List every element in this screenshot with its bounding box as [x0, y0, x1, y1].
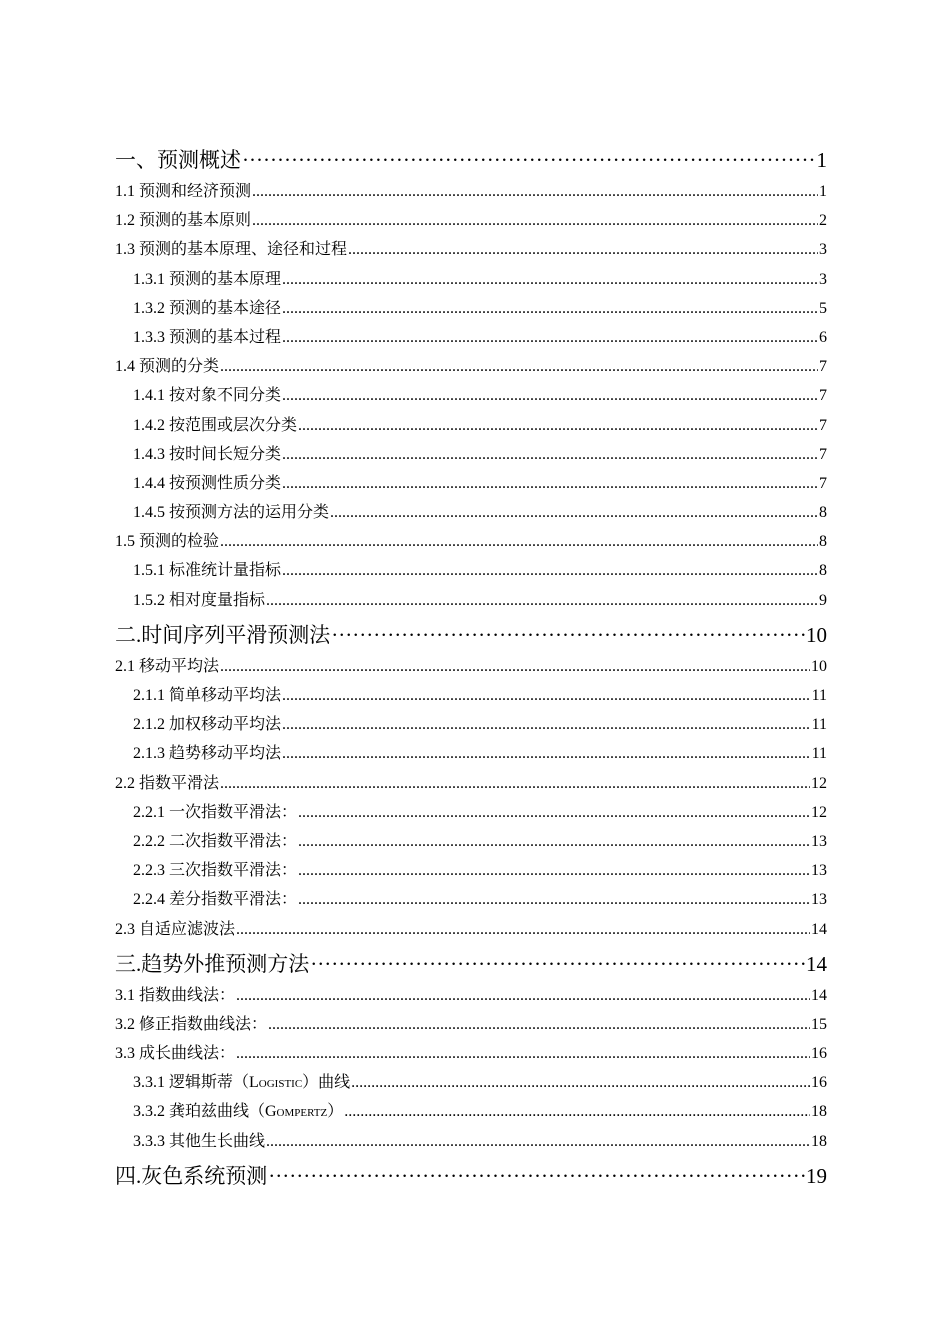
toc-section-entry[interactable]: [115, 206, 827, 235]
toc-page-number: 6: [819, 328, 827, 346]
toc-page-number: 7: [819, 445, 827, 463]
toc-subsection-entry[interactable]: [115, 739, 827, 768]
toc-dot-leader: [282, 681, 811, 710]
toc-section-entry[interactable]: [115, 915, 827, 944]
toc-page-number: 13: [811, 891, 827, 909]
toc-subsection-entry[interactable]: [115, 469, 827, 498]
toc-dot-leader: [282, 556, 818, 585]
toc-page-number: 19: [806, 1163, 827, 1188]
toc-chapter-entry[interactable]: [115, 950, 827, 979]
toc-page-number: 8: [819, 504, 827, 522]
toc-page-number: 9: [819, 591, 827, 609]
toc-section-entry[interactable]: [115, 177, 827, 206]
toc-dot-leader: [298, 827, 810, 856]
toc-entry-label: 四.灰色系统预测: [115, 1163, 268, 1188]
toc-entry-label: 1.2 预测的基本原则: [115, 212, 252, 230]
toc-entry-label: 1.4.4 按预测性质分类: [133, 474, 282, 492]
toc-entry-label: 2.3 自适应滤波法: [115, 920, 236, 938]
toc-entry-label: 3.3.2 龚珀兹曲线（Gompertz）: [133, 1103, 344, 1121]
toc-section-entry[interactable]: [115, 652, 827, 681]
toc-dot-leader: [266, 586, 818, 615]
toc-subsection-entry[interactable]: [115, 381, 827, 410]
toc-page-number: 7: [819, 416, 827, 434]
toc-page-number: 14: [806, 951, 827, 976]
toc-entry-label: 1.3.1 预测的基本原理: [133, 270, 282, 288]
toc-dot-leader: [330, 498, 818, 527]
toc-entry-label: 3.2 修正指数曲线法：: [115, 1015, 268, 1033]
toc-subsection-entry[interactable]: [115, 710, 827, 739]
toc-entry-label: 1.5 预测的检验: [115, 533, 220, 551]
toc-section-entry[interactable]: [115, 1039, 827, 1068]
toc-dot-leader: [220, 652, 810, 681]
toc-subsection-entry[interactable]: [115, 827, 827, 856]
toc-subsection-entry[interactable]: [115, 798, 827, 827]
toc-dot-leader: [298, 798, 810, 827]
toc-dot-leader: [282, 739, 811, 768]
toc-entry-label: 2.2.2 二次指数平滑法：: [133, 832, 298, 850]
toc-dot-leader: [282, 381, 818, 410]
toc-entry-label: 1.1 预测和经济预测: [115, 183, 252, 200]
toc-page-number: 8: [819, 533, 827, 551]
toc-entry-label: 三.趋势外推预测方法: [115, 951, 310, 976]
toc-dot-leader: [282, 265, 818, 294]
toc-dot-leader: [252, 206, 818, 235]
toc-entry-label: 1.4 预测的分类: [115, 358, 220, 376]
toc-subsection-entry[interactable]: [115, 265, 827, 294]
toc-chapter-entry[interactable]: [115, 1162, 827, 1191]
toc-dot-leader: [282, 323, 818, 352]
toc-page-number: 16: [811, 1074, 827, 1092]
toc-page-number: 11: [811, 745, 827, 763]
toc-subsection-entry[interactable]: [115, 681, 827, 710]
toc-entry-label: 1.3 预测的基本原理、途径和过程: [115, 241, 348, 259]
toc-entry-label: 1.4.2 按范围或层次分类: [133, 416, 298, 434]
toc-dot-leader: [282, 469, 818, 498]
toc-dot-leader: [298, 856, 810, 885]
toc-entry-label: 2.1 移动平均法: [115, 657, 220, 675]
toc-entry-label: 2.2 指数平滑法: [115, 774, 220, 792]
toc-page-number: 14: [811, 920, 827, 938]
toc-subsection-entry[interactable]: [115, 323, 827, 352]
toc-entry-label: 2.1.1 简单移动平均法: [133, 687, 282, 704]
toc-dot-leader: [348, 235, 818, 264]
toc-entry-label: 1.4.5 按预测方法的运用分类: [133, 504, 330, 522]
table-of-contents: [115, 146, 827, 1193]
toc-page-number: 14: [811, 986, 827, 1004]
toc-dot-leader: [220, 769, 810, 798]
toc-page-number: 3: [819, 270, 827, 288]
toc-entry-label: 2.2.4 差分指数平滑法：: [133, 891, 298, 909]
toc-section-entry[interactable]: [115, 981, 827, 1010]
toc-dot-leader: [220, 527, 818, 556]
toc-page-number: 2: [819, 212, 827, 230]
toc-page-number: 11: [811, 687, 827, 704]
toc-page-number: 13: [811, 862, 827, 880]
toc-subsection-entry[interactable]: [115, 1097, 827, 1126]
toc-page-number: 18: [811, 1132, 827, 1150]
toc-section-entry[interactable]: [115, 769, 827, 798]
toc-dot-leader: [268, 1010, 810, 1039]
toc-subsection-entry[interactable]: [115, 856, 827, 885]
toc-dot-leader: [236, 915, 810, 944]
toc-subsection-entry[interactable]: [115, 498, 827, 527]
toc-subsection-entry[interactable]: [115, 1068, 827, 1097]
toc-entry-label: 2.2.1 一次指数平滑法：: [133, 803, 298, 821]
toc-dot-leader: [344, 1097, 810, 1126]
toc-entry-label: 1.4.3 按时间长短分类: [133, 445, 282, 463]
toc-page-number: 16: [811, 1045, 827, 1063]
toc-page-number: 11: [811, 716, 827, 734]
toc-subsection-entry[interactable]: [115, 885, 827, 914]
toc-section-entry[interactable]: [115, 527, 827, 556]
toc-section-entry[interactable]: [115, 1010, 827, 1039]
toc-dot-leader: [351, 1068, 810, 1097]
toc-entry-label: 3.3 成长曲线法：: [115, 1045, 236, 1063]
toc-section-entry[interactable]: [115, 235, 827, 264]
toc-page-number: 12: [811, 774, 827, 792]
toc-entry-label: 3.3.3 其他生长曲线: [133, 1132, 266, 1150]
toc-dot-leader: [220, 352, 818, 381]
toc-dot-leader: [282, 294, 818, 323]
toc-dot-leader: [298, 885, 810, 914]
toc-subsection-entry[interactable]: [115, 294, 827, 323]
toc-dot-leader: [266, 1127, 810, 1156]
toc-subsection-entry[interactable]: [115, 556, 827, 585]
toc-entry-label: 二.时间序列平滑预测法: [115, 622, 331, 647]
toc-entry-label: 2.1.3 趋势移动平均法: [133, 745, 282, 763]
toc-entry-label: 3.1 指数曲线法：: [115, 986, 236, 1004]
toc-page-number: 10: [806, 622, 827, 647]
toc-dot-leader: [298, 411, 818, 440]
toc-dot-leader: [236, 1039, 810, 1068]
toc-page-number: 15: [811, 1015, 827, 1033]
toc-page-number: 12: [811, 803, 827, 821]
toc-page-number: 8: [819, 562, 827, 580]
toc-entry-label: 1.3.3 预测的基本过程: [133, 328, 282, 346]
toc-dot-leader: [268, 1162, 805, 1191]
toc-dot-leader: [331, 621, 805, 650]
toc-page-number: 5: [819, 299, 827, 317]
toc-dot-leader: [242, 146, 816, 175]
toc-entry-label: 1.3.2 预测的基本途径: [133, 299, 282, 317]
toc-entry-label: 1.4.1 按对象不同分类: [133, 387, 282, 405]
toc-subsection-entry[interactable]: [115, 1127, 827, 1156]
toc-section-entry[interactable]: [115, 352, 827, 381]
toc-entry-label: 2.2.3 三次指数平滑法：: [133, 862, 298, 880]
toc-dot-leader: [236, 981, 810, 1010]
toc-page-number: 10: [811, 657, 827, 675]
toc-page-number: 1: [816, 148, 827, 172]
toc-page-number: 13: [811, 832, 827, 850]
toc-page-number: 7: [819, 358, 827, 376]
toc-subsection-entry[interactable]: [115, 411, 827, 440]
toc-page-number: 7: [819, 387, 827, 405]
toc-page-number: 7: [819, 474, 827, 492]
toc-entry-label: 一、预测概述: [115, 148, 241, 172]
toc-page-number: 3: [819, 241, 827, 259]
toc-entry-label: 1.5.2 相对度量指标: [133, 591, 266, 609]
toc-dot-leader: [282, 440, 818, 469]
toc-entry-label: 2.1.2 加权移动平均法: [133, 716, 282, 734]
toc-dot-leader: [310, 950, 805, 979]
toc-dot-leader: [252, 177, 818, 206]
toc-page-number: 1: [819, 183, 827, 200]
toc-dot-leader: [282, 710, 811, 739]
toc-chapter-entry[interactable]: [115, 621, 827, 650]
toc-page-number: 18: [811, 1103, 827, 1121]
toc-entry-label: 1.5.1 标准统计量指标: [133, 562, 282, 580]
toc-chapter-entry[interactable]: [115, 146, 827, 175]
toc-subsection-entry[interactable]: [115, 440, 827, 469]
toc-subsection-entry[interactable]: [115, 586, 827, 615]
toc-entry-label: 3.3.1 逻辑斯蒂（Logistic）曲线: [133, 1074, 351, 1092]
